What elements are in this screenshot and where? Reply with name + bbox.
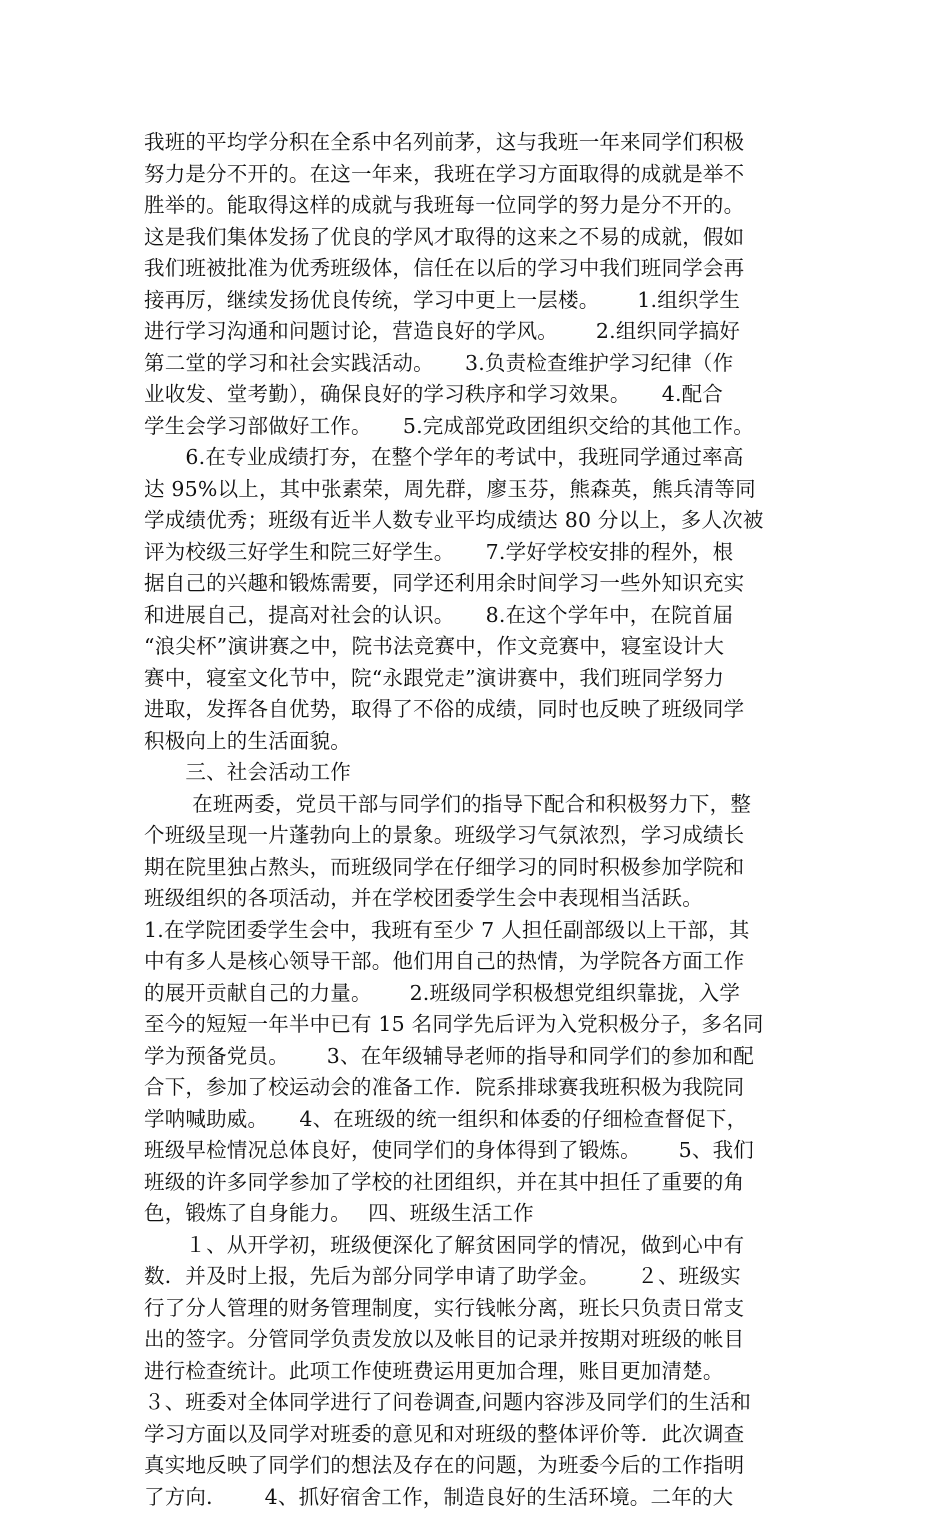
text-line: 业收发、堂考勤），确保良好的学习秩序和学习效果。 4.配合 [144, 379, 834, 411]
text-line: 合下，参加了校运动会的准备工作．院系排球赛我班积极为我院同 [144, 1072, 834, 1104]
text-line: ３、班委对全体同学进行了问卷调查,问题内容涉及同学们的生活和 [144, 1387, 834, 1419]
text-line: 1.在学院团委学生会中，我班有至少 7 人担任副部级以上干部，其 [144, 915, 834, 947]
text-line: 色，锻炼了自身能力。 四、班级生活工作 [144, 1198, 834, 1230]
text-line: 出的签字。分管同学负责发放以及帐目的记录并按期对班级的帐目 [144, 1324, 834, 1356]
text-line: 努力是分不开的。在这一年来，我班在学习方面取得的成就是举不 [144, 159, 834, 191]
text-line: “浪尖杯”演讲赛之中，院书法竞赛中，作文竞赛中，寝室设计大 [144, 631, 834, 663]
text-line: 班级的许多同学参加了学校的社团组织，并在其中担任了重要的角 [144, 1167, 834, 1199]
text-line: 据自己的兴趣和锻炼需要，同学还利用余时间学习一些外知识充实 [144, 568, 834, 600]
text-line: １、从开学初，班级便深化了解贫困同学的情况，做到心中有 [144, 1230, 834, 1262]
text-line: 和进展自己，提高对社会的认识。 8.在这个学年中，在院首届 [144, 600, 834, 632]
text-line: 胜举的。能取得这样的成就与我班每一位同学的努力是分不开的。 [144, 190, 834, 222]
text-line: 进行学习沟通和问题讨论，营造良好的学风。 2.组织同学搞好 [144, 316, 834, 348]
text-line: 三、社会活动工作 [144, 757, 834, 789]
text-line: 个班级呈现一片蓬勃向上的景象。班级学习气氛浓烈，学习成绩长 [144, 820, 834, 852]
text-line: 中有多人是核心领导干部。他们用自己的热情，为学院各方面工作 [144, 946, 834, 978]
text-line: 真实地反映了同学们的想法及存在的问题，为班委今后的工作指明 [144, 1450, 834, 1482]
text-line: 行了分人管理的财务管理制度，实行钱帐分离，班长只负责日常支 [144, 1293, 834, 1325]
text-line: 赛中，寝室文化节中，院“永跟党走”演讲赛中，我们班同学努力 [144, 663, 834, 695]
text-line: 数．并及时上报，先后为部分同学申请了助学金。 ２、班级实 [144, 1261, 834, 1293]
text-line: 班级组织的各项活动，并在学校团委学生会中表现相当活跃。 [144, 883, 834, 915]
text-line: 学生会学习部做好工作。 5.完成部党政团组织交给的其他工作。 [144, 411, 834, 443]
text-line: 接再厉，继续发扬优良传统，学习中更上一层楼。 1.组织学生 [144, 285, 834, 317]
text-line: 学为预备党员。 3、在年级辅导老师的指导和同学们的参加和配 [144, 1041, 834, 1073]
text-line: 进取，发挥各自优势，取得了不俗的成绩，同时也反映了班级同学 [144, 694, 834, 726]
text-line: 进行检查统计。此项工作使班费运用更加合理，账目更加清楚。 [144, 1356, 834, 1388]
text-line: 学呐喊助威。 4、在班级的统一组织和体委的仔细检查督促下， [144, 1104, 834, 1136]
text-line: 6.在专业成绩打夯，在整个学年的考试中，我班同学通过率高 [144, 442, 834, 474]
text-line: 了方向． 4、抓好宿舍工作，制造良好的生活环境。二年的大 [144, 1482, 834, 1513]
text-line: 我班的平均学分积在全系中名列前茅，这与我班一年来同学们积极 [144, 127, 834, 159]
text-line: 班级早检情况总体良好，使同学们的身体得到了锻炼。 5、我们 [144, 1135, 834, 1167]
text-line: 期在院里独占熬头，而班级同学在仔细学习的同时积极参加学院和 [144, 852, 834, 884]
text-line: 达 95%以上，其中张素荣，周先群，廖玉芬，熊森英，熊兵清等同 [144, 474, 834, 506]
text-line: 评为校级三好学生和院三好学生。 7.学好学校安排的程外，根 [144, 537, 834, 569]
text-line: 的展开贡献自己的力量。 2.班级同学积极想党组织靠拢，入学 [144, 978, 834, 1010]
body-text [144, 127, 834, 1513]
text-line: 积极向上的生活面貌。 [144, 726, 834, 758]
text-line: 学习方面以及同学对班委的意见和对班级的整体评价等．此次调查 [144, 1419, 834, 1451]
text-line: 学成绩优秀；班级有近半人数专业平均成绩达 80 分以上，多人次被 [144, 505, 834, 537]
text-line: 至今的短短一年半中已有 15 名同学先后评为入党积极分子，多名同 [144, 1009, 834, 1041]
text-line: 在班两委，党员干部与同学们的指导下配合和积极努力下，整 [144, 789, 834, 821]
text-line: 第二堂的学习和社会实践活动。 3.负责检查维护学习纪律（作 [144, 348, 834, 380]
text-line: 我们班被批准为优秀班级体，信任在以后的学习中我们班同学会再 [144, 253, 834, 285]
text-line: 这是我们集体发扬了优良的学风才取得的这来之不易的成就，假如 [144, 222, 834, 254]
